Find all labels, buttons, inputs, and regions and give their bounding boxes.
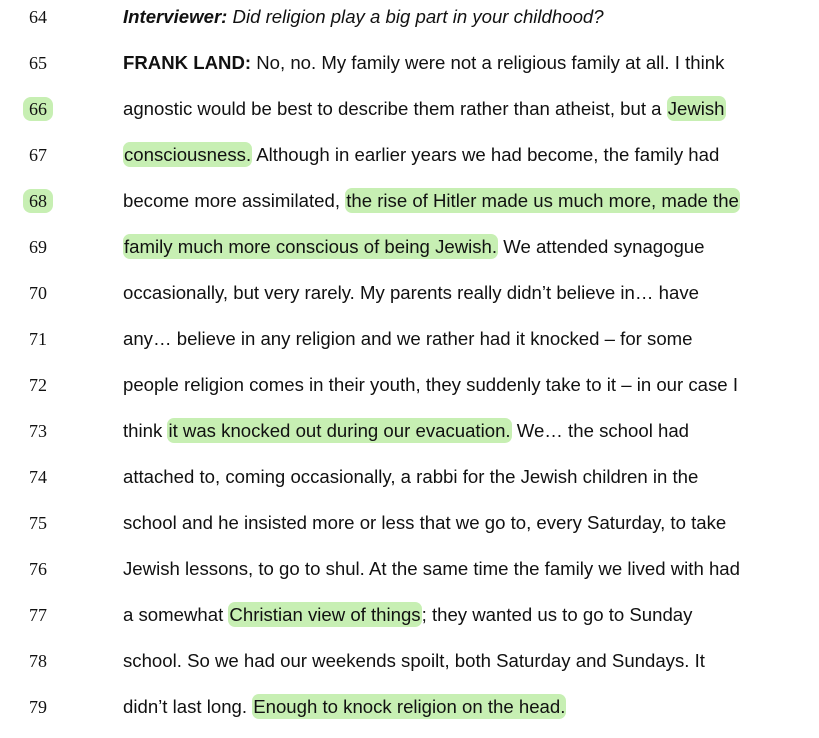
text-segment: people religion comes in their youth, they suddenly take to it – in our case I [123, 374, 738, 395]
line-text [123, 235, 705, 259]
line-number: 74 [29, 467, 47, 487]
highlighted-passage: Jewish [667, 98, 725, 119]
transcript-line [0, 140, 819, 186]
transcript-line [0, 324, 819, 370]
text-segment: ; they wanted us to go to Sunday [421, 604, 693, 625]
transcript-line [0, 48, 819, 94]
transcript-line [0, 554, 819, 600]
highlighted-passage: consciousness. [124, 144, 252, 165]
line-text [123, 603, 692, 627]
line-text [123, 51, 724, 75]
question-text: Did religion play a big part in your childhood? [227, 6, 604, 27]
line-text [123, 189, 740, 213]
line-text [123, 419, 689, 443]
line-number: 77 [29, 605, 47, 625]
transcript-line [0, 508, 819, 554]
transcript-line [0, 278, 819, 324]
highlighted-passage: Enough to knock religion on the head. [253, 696, 566, 717]
line-text [123, 281, 699, 305]
line-number-flagged: 66 [23, 97, 53, 121]
line-text [123, 97, 726, 121]
line-text [123, 373, 738, 397]
highlighted-passage: it was knocked out during our evacuation. [168, 420, 511, 441]
text-segment: become more assimilated, [123, 190, 346, 211]
line-number: 75 [29, 513, 47, 533]
line-text [123, 143, 719, 167]
text-segment: Although in earlier years we had become, the family had [252, 144, 720, 165]
transcript-line [0, 94, 819, 140]
transcript-line [0, 186, 819, 232]
text-segment: school. So we had our weekends spoilt, both Saturday and Sundays. It [123, 650, 705, 671]
line-text [123, 695, 566, 719]
speaker-label: FRANK LAND: [123, 52, 252, 73]
text-segment: attached to, coming occasionally, a rabbi for the Jewish children in the [123, 466, 699, 487]
line-number: 69 [29, 237, 47, 257]
highlighted-passage: Christian view of things [229, 604, 421, 625]
line-text [123, 465, 698, 489]
transcript-line [0, 692, 819, 738]
text-segment: We attended synagogue [498, 236, 705, 257]
transcript-line [0, 646, 819, 692]
transcript-line [0, 462, 819, 508]
highlighted-passage: family much more conscious of being Jewish. [124, 236, 498, 257]
line-number: 70 [29, 283, 47, 303]
highlighted-passage: the rise of Hitler made us much more, made the [346, 190, 739, 211]
text-segment: occasionally, but very rarely. My parents really didn’t believe in… have [123, 282, 699, 303]
line-number: 64 [29, 7, 47, 27]
text-segment: think [123, 420, 168, 441]
text-segment: a somewhat [123, 604, 229, 625]
line-text [123, 511, 726, 535]
text-segment: didn’t last long. [123, 696, 253, 717]
text-segment: school and he insisted more or less that we go to, every Saturday, to take [123, 512, 727, 533]
line-number: 73 [29, 421, 47, 441]
line-text [123, 327, 693, 351]
interviewer-label: Interviewer: [123, 6, 228, 27]
line-number: 72 [29, 375, 47, 395]
line-text [123, 557, 740, 581]
text-segment: Jewish lessons, to go to shul. At the same time the family we lived with had [123, 558, 740, 579]
line-text [123, 649, 705, 673]
transcript-line [0, 232, 819, 278]
text-segment: any… believe in any religion and we rather had it knocked – for some [123, 328, 693, 349]
line-number: 76 [29, 559, 47, 579]
line-number-flagged: 68 [23, 189, 53, 213]
text-segment: agnostic would be best to describe them rather than atheist, but a [123, 98, 667, 119]
line-number: 67 [29, 145, 47, 165]
line-number: 78 [29, 651, 47, 671]
line-number: 65 [29, 53, 47, 73]
transcript-line [0, 2, 819, 48]
text-segment: No, no. My family were not a religious family at all. I think [251, 52, 725, 73]
line-number: 71 [29, 329, 47, 349]
transcript-line [0, 416, 819, 462]
line-number: 79 [29, 697, 47, 717]
transcript-line [0, 370, 819, 416]
transcript-line [0, 600, 819, 646]
line-text [123, 5, 604, 29]
text-segment: We… the school had [511, 420, 690, 441]
